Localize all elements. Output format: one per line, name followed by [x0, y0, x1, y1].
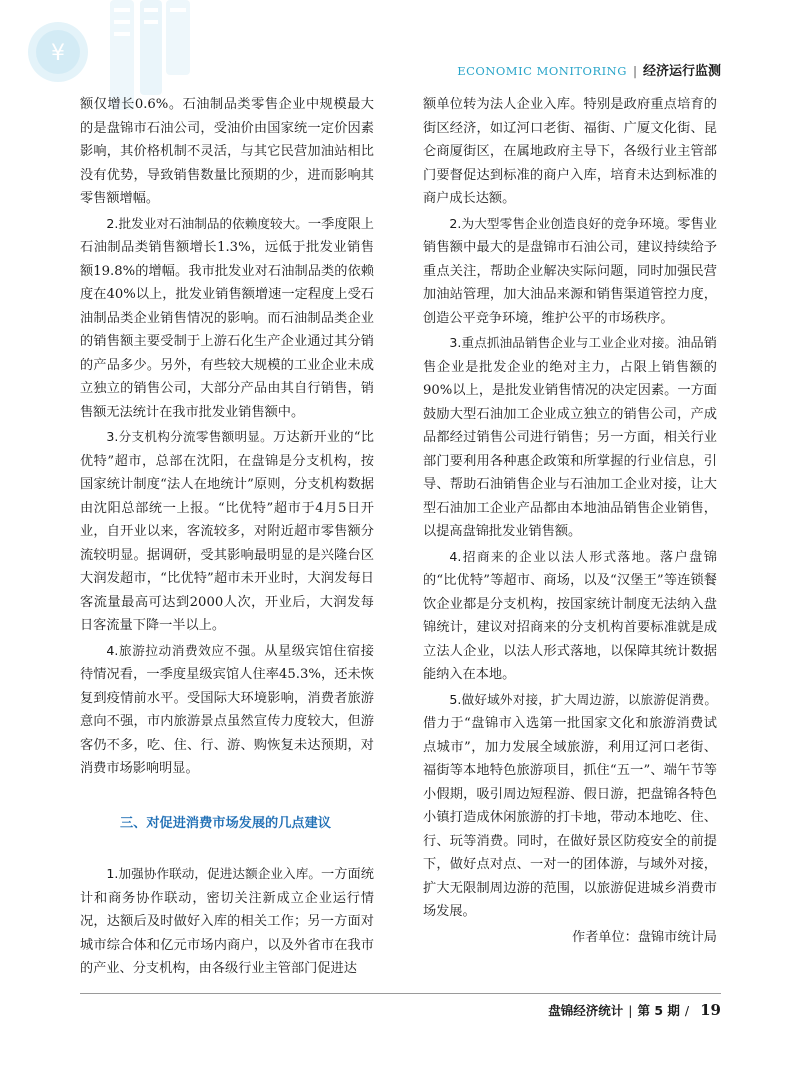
header-separator: | [632, 64, 637, 78]
footer-separator: / [684, 1003, 690, 1018]
paragraph-heading: 3.重点抓油品销售企业与工业企业对接。 [449, 335, 678, 350]
author-affiliation: 作者单位：盘锦市统计局 [571, 929, 717, 945]
right-column [423, 93, 717, 949]
paragraph-body: 油品销售企业是批发企业的绝对主力，占限上销售额的90%以上，是批发业销售情况的决定因素。一方面鼓励大型石油加工企业成立独立的销售公司，产成品都经过销售公司进行销售；另一方面，相关行业部门要利用各种惠企政策和所掌握的行业信息，引导、帮助石油销售企业与石油加工企业对接，让大型石油加工企业产品都由本地油品销售企业销售，以提高盘锦批发业销售额。 [423, 336, 717, 539]
paragraph [80, 212, 374, 425]
footer-separator: | [628, 1003, 633, 1018]
paragraph: 额仅增长0.6%。石油制品类零售企业中规模最大的是盘锦市石油公司，受油价由国家统一定价因素影响，其价格机制不灵活，与其它民营加油站相比没有优势，导致销售数量比预期的少，进而影响其零售额增幅。 [80, 97, 374, 206]
page-footer [548, 1001, 721, 1019]
issue-number: 第 5 期 [637, 1003, 680, 1018]
paragraph-heading: 1.加强协作联动，促进达额企业入库。 [106, 866, 322, 881]
paragraph-body: 落户盘锦的“比优特”等超市、商场，以及“汉堡王”等连锁餐饮企业都是分支机构，按国家统计制度无法纳入盘锦统计，建议对招商来的分支机构首要标准就是成立法人企业，以法人形式落地，以保障其统计数据能纳入在本地。 [423, 549, 717, 682]
header-chinese: 经济运行监测 [642, 64, 721, 79]
paragraph-heading: 3.分支机构分流零售额明显。 [106, 429, 274, 444]
paragraph-heading: 4.招商来的企业以法人形式落地。 [449, 548, 660, 564]
paragraph [423, 331, 717, 544]
svg-text:¥: ¥ [51, 41, 65, 66]
header-english: ECONOMIC MONITORING [457, 64, 627, 78]
paragraph-body: 万达新开业的“比优特”超市，总部在沈阳，在盘锦是分支机构，按国家统计制度“法人在地统计”原则，分支机构数据由沈阳总部统一上报。“比优特”超市于4月5日开业，自开业以来，客流较多，对附近超市零售额分流较明显。据调研，受其影响最明显的是兴隆台区大润发超市，“比优特”超市未开业时，大润发每日客流量最高可达到2000人次，开业后，大润发每日客流量下降一半以上。 [80, 430, 374, 633]
paragraph: 额单位转为法人企业入库。特别是政府重点培育的街区经济，如辽河口老街、福街、广厦文化街、昆仑商厦街区，在属地政府主导下，各级行业主管部门要督促达到标准的商户入库，培育未达到标准的商户成长达额。 [423, 97, 717, 206]
running-header [457, 60, 721, 79]
paragraph-heading: 5.做好域外对接，扩大周边游，以旅游促消费。 [449, 691, 717, 707]
paragraph [80, 425, 374, 638]
paragraph-heading: 2.批发业对石油制品的依赖度较大。 [106, 215, 308, 231]
section-title: 三、对促进消费市场发展的几点建议 [120, 815, 331, 831]
paragraph-body: 借力于“盘锦市入选第一批国家文化和旅游消费试点城市”，加力发展全域旅游，利用辽河口老街、福街等本地特色旅游项目，抓住“五一”、端午节等小假期，吸引周边短程游、假日游，把盘锦各特色小镇打造成休闲旅游的打卡地，带动本地吃、住、行、玩等消费。同时，在做好景区防疫安全的前提下，做好点对点、一对一的团体游，与域外对接，扩大无限制周边游的范围，以旅游促进城乡消费市场发展。 [423, 716, 717, 919]
paragraph-body: 从星级宾馆住宿接待情况看，一季度星级宾馆人住率45.3%，还未恢复到疫情前水平。受国际大环境影响，消费者旅游意向不强，市内旅游景点虽然宣传力度较大，但游客仍不多，吃、住、行、游、购恢复未达预期，对消费市场影响明显。 [80, 643, 374, 776]
paragraph-heading: 4.旅游拉动消费效应不强。 [106, 642, 265, 658]
paragraph-body: 一方面统计和商务协作联动，密切关注新成立企业运行情况，达额后及时做好入库的相关工作；另一方面对城市综合体和亿元市场内商户，以及外省市在我市的产业、分支机构，由各级行业主管部门促进达 [80, 867, 374, 976]
paragraph-body: 零售业销售额中最大的是盘锦市石油公司，建议持续给予重点关注，帮助企业解决实际问题，同时加强民营加油站管理，加大油品来源和销售渠道管控力度，创造公平竞争环境，维护公平的市场秩序。 [423, 216, 717, 326]
paragraph [423, 545, 717, 687]
page-number: 19 [700, 1001, 721, 1019]
paragraph [80, 639, 374, 781]
paragraph-body: 一季度限上石油制品类销售额增长1.3%，远低于批发业销售额19.8%的增幅。我市批发业对石油制品类的依赖度在40%以上，批发业销售额增速一定程度上受石油制品类企业销售情况的影响。而石油制品类企业的销售额主要受制于上游石化生产企业通过其分销的产品多少。另外，有些较大规模的工业企业未成立独立的销售公司，大部分产品由其自行销售，销售额无法统计在我市批发业销售额中。 [80, 216, 374, 420]
paragraph [423, 212, 717, 331]
left-column [80, 93, 374, 981]
paragraph [423, 688, 717, 924]
journal-name: 盘锦经济统计 [548, 1003, 624, 1018]
footer-divider [80, 993, 721, 994]
paragraph [80, 862, 374, 981]
paragraph-heading: 2.为大型零售企业创造良好的竞争环境。 [449, 215, 678, 231]
